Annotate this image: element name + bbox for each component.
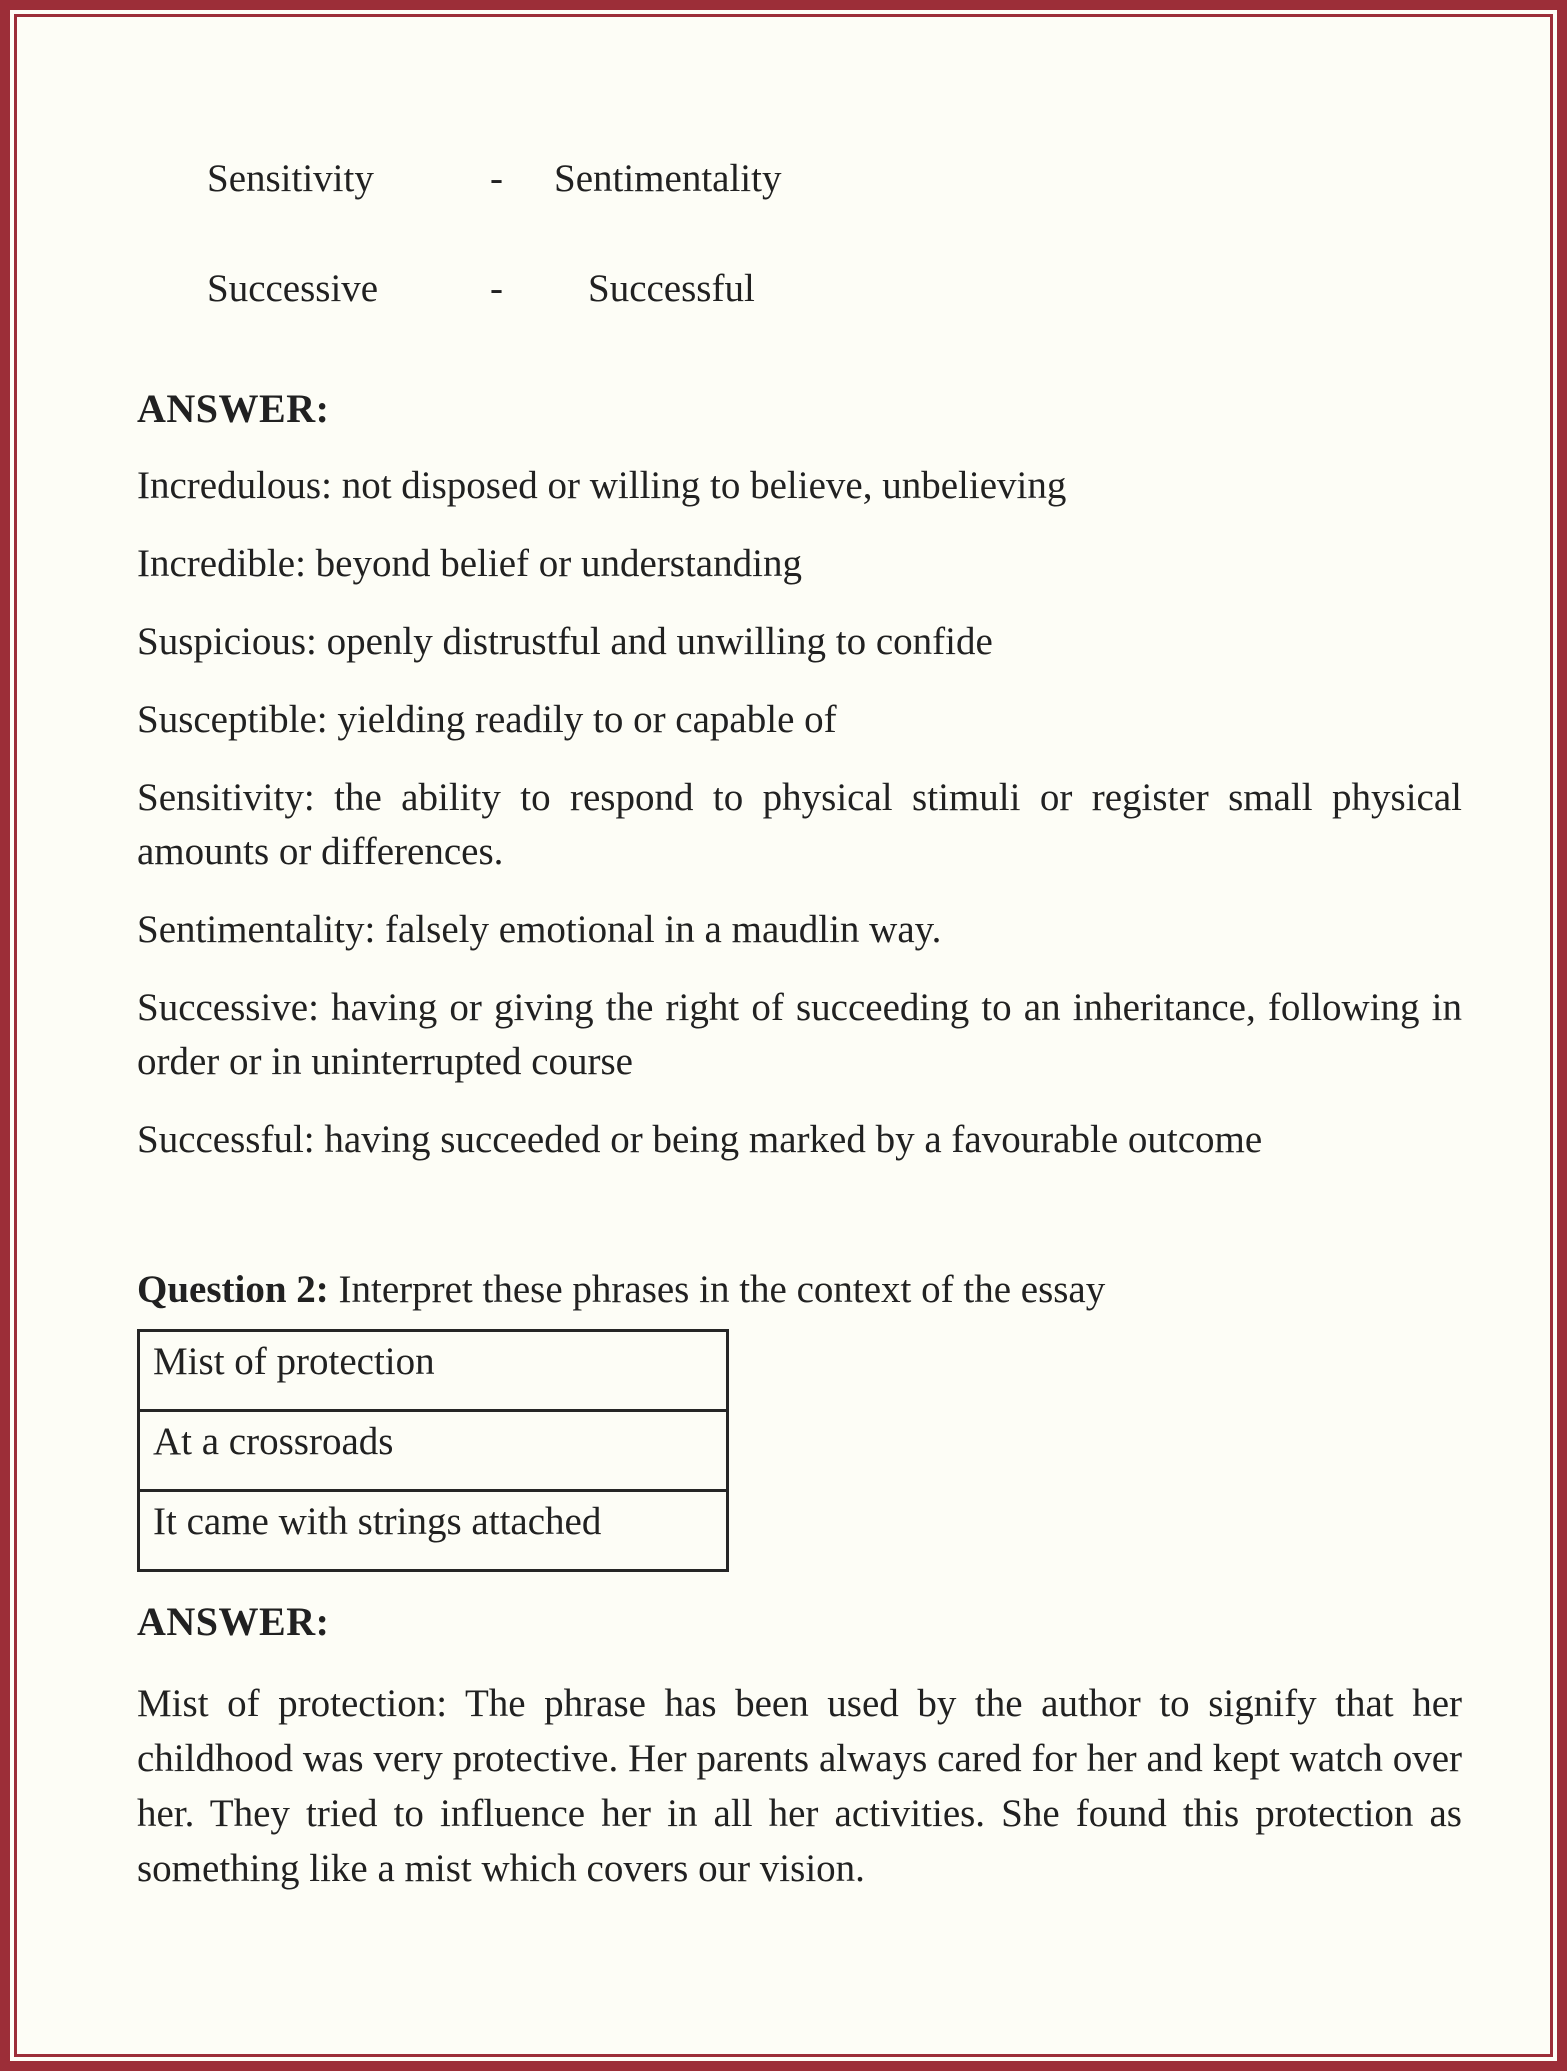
answer-heading-2: ANSWER:: [137, 1599, 330, 1644]
pair-word-left: Successive: [207, 267, 379, 310]
pair-word-right: Sentimentality: [554, 157, 782, 200]
pair-word-right: Successful: [588, 267, 755, 310]
pair-separator: -: [490, 157, 503, 200]
definition-incredible: Incredible: beyond belief or understanding: [137, 542, 802, 585]
word-pair-row: [207, 265, 1462, 313]
definition-susceptible: Susceptible: yielding readily to or capable of: [137, 698, 837, 741]
page-inner-border: [14, 14, 1553, 2057]
word-pairs-section: [137, 155, 1462, 313]
word-pair-row: [207, 155, 1462, 203]
question-2-text: Interpret these phrases in the context of the essay: [328, 1268, 1106, 1311]
definition-sensitivity: Sensitivity: the ability to respond to physical stimuli or register small physical amounts or differences.: [137, 776, 1462, 873]
pair-separator: -: [490, 267, 503, 310]
question-2-label: Question 2:: [137, 1268, 329, 1311]
definition-sentimentality: Sentimentality: falsely emotional in a maudlin way.: [137, 908, 942, 951]
phrases-table: [137, 1329, 729, 1572]
question-2-line: [137, 1263, 1462, 1317]
phrase-cell-strings-attached: It came with strings attached: [139, 1491, 728, 1571]
definition-incredulous: Incredulous: not disposed or willing to believe, unbelieving: [137, 464, 1067, 507]
table-row: [139, 1411, 728, 1491]
table-row: [139, 1491, 728, 1571]
table-row: [139, 1331, 728, 1411]
answer-2-paragraph: Mist of protection: The phrase has been used by the author to signify that her childhood was very protective. Her parents always cared for her and kept watch over her. They tried to influence her in all her activities. She found this protection as something like a mist which covers our vision.: [137, 1682, 1462, 1890]
answer-heading-1: ANSWER:: [137, 386, 330, 431]
definition-successive: Successive: having or giving the right of succeeding to an inheritance, following in order or in uninterrupted course: [137, 986, 1462, 1083]
definition-successful: Successful: having succeeded or being marked by a favourable outcome: [137, 1118, 1263, 1161]
pair-word-left: Sensitivity: [207, 157, 374, 200]
definition-suspicious: Suspicious: openly distrustful and unwilling to confide: [137, 620, 993, 663]
phrase-cell-at-a-crossroads: At a crossroads: [139, 1411, 728, 1491]
phrase-cell-mist-of-protection: Mist of protection: [139, 1331, 728, 1411]
